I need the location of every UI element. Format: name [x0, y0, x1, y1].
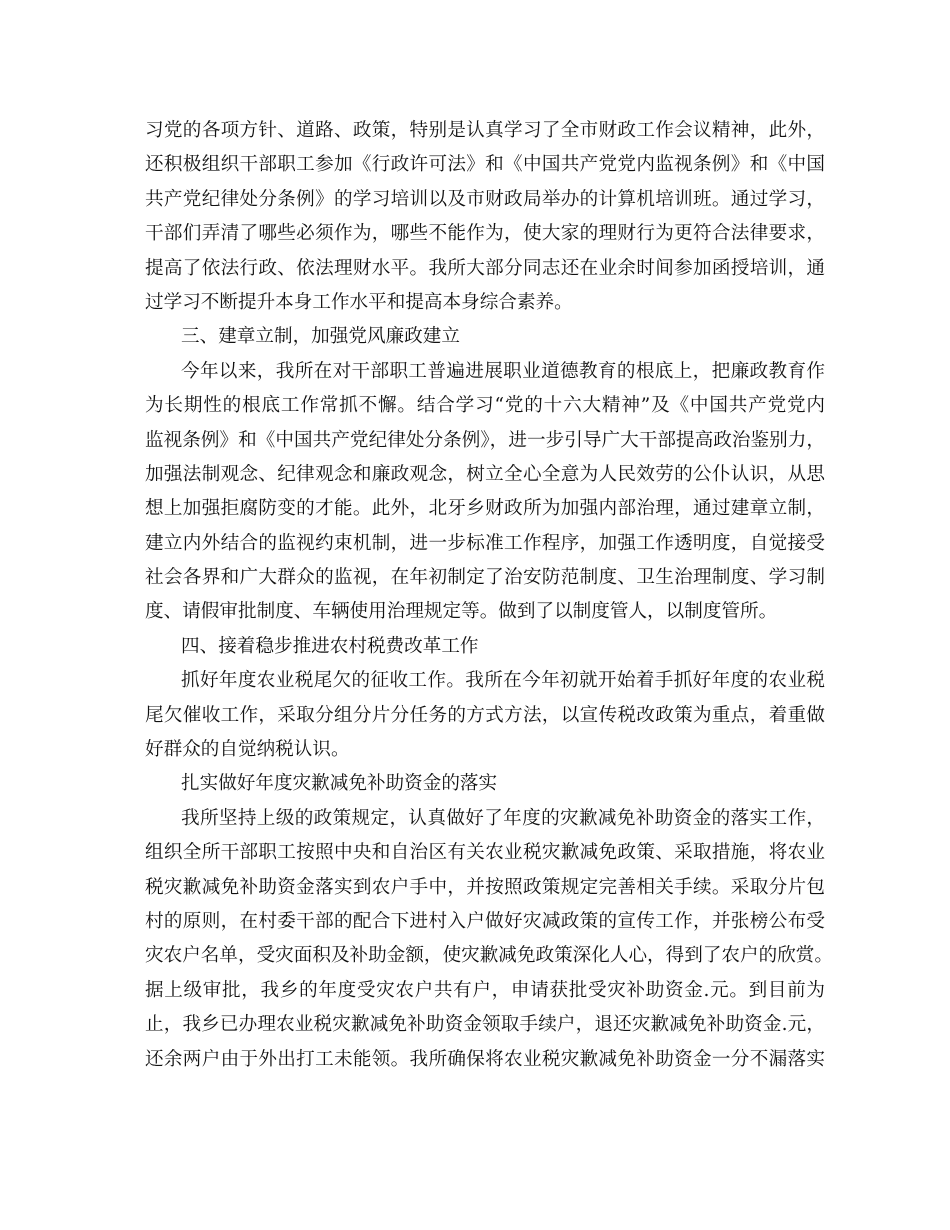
subsection-heading: 扎实做好年度灾歉减免补助资金的落实 — [181, 773, 498, 795]
paragraph-line: 加强法制观念、纪律观念和廉政观念，树立全心全意为人民效劳的公仆认识，从思 — [145, 463, 825, 485]
paragraph-line: 习党的各项方针、道路、政策，特别是认真学习了全市财政工作会议精神，此外， — [145, 120, 825, 141]
paragraph-line: 抓好年度农业税尾欠的征收工作。我所在今年初就开始着手抓好年度的农业税 — [181, 670, 825, 692]
paragraph-line: 度、请假审批制度、车辆使用治理规定等。做到了以制度管人，以制度管所。 — [145, 601, 778, 623]
paragraph-line: 止，我乡已办理农业税灾歉减免补助资金领取手续户，退还灾歉减免补助资金.元， — [145, 1014, 825, 1036]
paragraph-line: 干部们弄清了哪些必须作为，哪些不能作为，使大家的理财行为更符合法律要求， — [145, 223, 825, 245]
paragraph-line: 组织全所干部职工按照中央和自治区有关农业税灾歉减免政策、采取措施，将农业 — [145, 842, 825, 864]
paragraph-line: 好群众的自觉纳税认识。 — [145, 739, 350, 761]
paragraph-line: 村的原则，在村委干部的配合下进村入户做好灾减政策的宣传工作，并张榜公布受 — [145, 910, 825, 932]
paragraph-line: 灾农户名单，受灾面积及补助金额，使灾歉减免政策深化人心，得到了农户的欣赏。 — [145, 945, 833, 967]
paragraph-line: 提高了依法行政、依法理财水平。我所大部分同志还在业余时间参加函授培训，通 — [145, 257, 825, 279]
paragraph-line: 尾欠催收工作，采取分组分片分任务的方式方法，以宣传税改政策为重点，着重做 — [145, 704, 825, 726]
paragraph-line: 想上加强拒腐防变的才能。此外，北牙乡财政所为加强内部治理，通过建章立制， — [145, 498, 825, 520]
paragraph-line: 还余两户由于外出打工未能领。我所确保将农业税灾歉减免补助资金一分不漏落实 — [145, 1048, 825, 1070]
body-text — [145, 114, 833, 1077]
paragraph-line: 为长期性的根底工作常抓不懈。结合学习“党的十六大精神”及《中国共产党党内 — [145, 395, 825, 417]
paragraph-line: 据上级审批，我乡的年度受灾农户共有户，申请获批受灾补助资金.元。到目前为 — [145, 979, 825, 1001]
paragraph-line: 还积极组织干部职工参加《行政许可法》和《中国共产党党内监视条例》和《中国 — [145, 154, 825, 176]
paragraph-line: 建立内外结合的监视约束机制，进一步标准工作程序，加强工作透明度，自觉接受 — [145, 532, 825, 554]
paragraph-line: 我所坚持上级的政策规定，认真做好了年度的灾歉减免补助资金的落实工作， — [181, 807, 825, 829]
paragraph-line: 社会各界和广大群众的监视，在年初制定了治安防范制度、卫生治理制度、学习制 — [145, 567, 825, 589]
paragraph-line: 共产党纪律处分条例》的学习培训以及市财政局举办的计算机培训班。通过学习， — [145, 188, 825, 210]
section-heading: 三、建章立制，加强党风廉政建立 — [181, 326, 460, 348]
paragraph-line: 过学习不断提升本身工作水平和提高本身综合素养。 — [145, 291, 573, 313]
paragraph-line: 监视条例》和《中国共产党纪律处分条例》，进一步引导广大干部提高政治鉴别力， — [145, 429, 825, 451]
paragraph-line: 今年以来，我所在对干部职工普遍进展职业道德教育的根底上，把廉政教育作 — [181, 360, 825, 382]
paragraph-line: 税灾歉减免补助资金落实到农户手中，并按照政策规定完善相关手续。采取分片包 — [145, 876, 825, 898]
section-heading: 四、接着稳步推进农村税费改革工作 — [181, 635, 479, 657]
